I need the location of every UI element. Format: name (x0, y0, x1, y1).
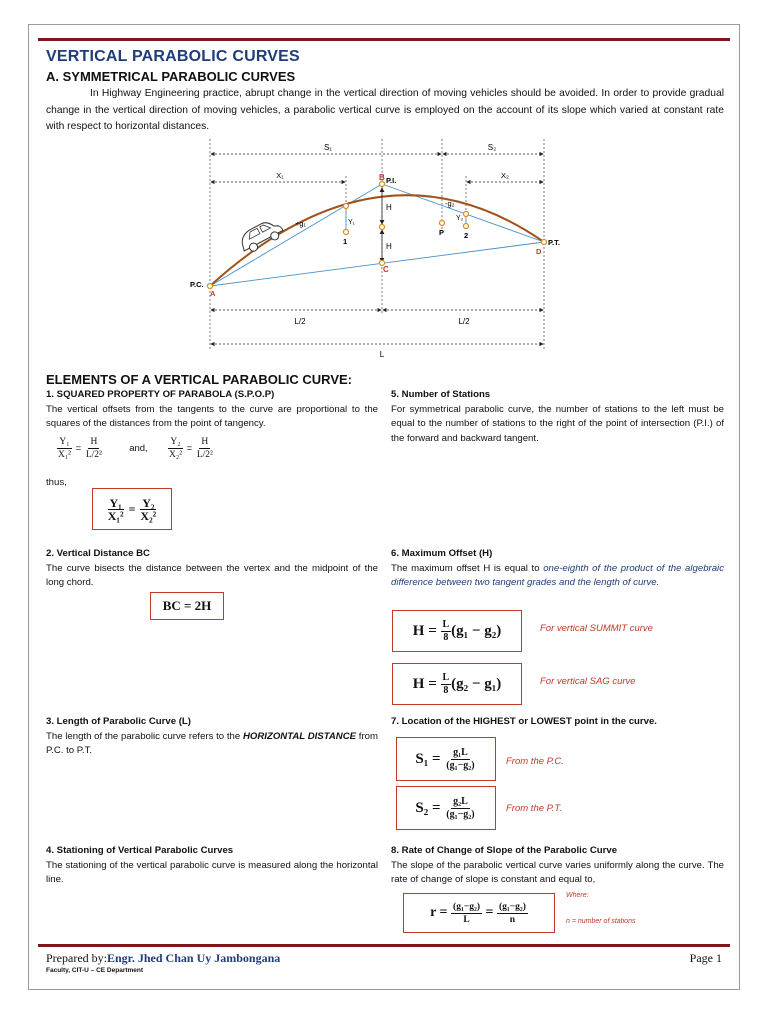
s2-label: S₂ (487, 143, 497, 152)
item-2-heading: 2. Vertical Distance BC (46, 548, 150, 559)
item-5-text: For symmetrical parabolic curve, the number of stations to the left must be equal to the number of stations to the right of the point of intersection (P.I.) of the forward and backward tangent. (391, 403, 724, 444)
point-2 (464, 224, 469, 229)
and-word: and, (129, 443, 148, 455)
label-g1: +g₁ (295, 219, 307, 228)
bottom-rule (38, 944, 730, 947)
item-5-heading: 5. Number of Stations (391, 389, 491, 400)
item-6-maximum-offset: 6. Maximum Offset (H) The maximum offset H is equal to one-eighth of the product of the algebraic difference between two tangent grades and the length of curve. (391, 548, 724, 588)
intro-paragraph: In Highway Engineering practice, abrupt change in the vertical direction of moving vehicles should be avoided. In order to provide gradual change in the vertical direction of moving vehicles, a parabolic vertical curve is employed on the account of its slope which varied at constant rate with respect to horizontal distances. (46, 88, 724, 132)
point-y2-top (464, 212, 469, 217)
top-rule (38, 38, 730, 41)
label-y2: Y₂ (456, 215, 464, 222)
s2-note: From the P.T. (506, 803, 562, 814)
h-sag-formula-box: H = $\frac{L}{8}$ (g₂ − g₁) (392, 663, 522, 705)
item-3-length: 3. Length of Parabolic Curve (L) The length of the parabolic curve refers to the HORIZONTAL DISTANCE from P.C. to P.T. (46, 716, 378, 756)
s1-note: From the P.C. (506, 756, 564, 767)
summit-note: For vertical SUMMIT curve (540, 623, 653, 634)
bc-formula-box: BC = 2H (150, 592, 224, 620)
long-chord (210, 242, 544, 286)
l-label: L (379, 350, 385, 359)
h-top-label: H (386, 203, 392, 212)
item-8-rate-of-change (391, 844, 724, 888)
page-number: Page 1 (689, 951, 722, 965)
h-summit-formula-box: H = $\frac{L}{8}$ (g₁ − g₂) (392, 610, 522, 652)
point-d (542, 240, 547, 245)
frac-h-l2-b: $\frac{H}{\text{L/2²}}$ (196, 437, 213, 460)
thus-word: thus, (46, 477, 67, 488)
s2-formula-box: S₂ = $\frac{\text{g₂L}}{\text{(g₁−g₂)}}$ (396, 786, 496, 830)
s1-label: S₁ (323, 143, 333, 152)
x1-label: X₁ (276, 171, 284, 180)
x2-label: X₂ (501, 171, 509, 180)
item-7-location (391, 715, 731, 730)
item-7-heading: 7. Location of the HIGHEST or LOWEST point in the curve. (391, 716, 657, 727)
label-c: C (383, 265, 389, 274)
point-1 (344, 230, 349, 235)
item-2-vertical-distance (46, 547, 378, 591)
s1-formula-box: S₁ = $\frac{\text{g₁L}}{\text{(g₁−g₂)}}$ (396, 737, 496, 781)
label-p: P (439, 228, 445, 237)
spop-equations: $\frac{\text{Y₁}}{\text{X₁²}}$ = $\frac{H}{\text{L/2²}}$ and, $\frac{\text{Y₂}}{\text{X₂²}}$ = $\frac{H}{\text{L/2²}}$ (58, 437, 213, 460)
item-4-stationing (46, 844, 378, 888)
item-8-text: The slope of the parabolic vertical curve varies uniformly along the curve. The rate of change of slope is constant and equal to, (391, 859, 724, 885)
point-p (440, 221, 445, 226)
point-y1-top (344, 204, 349, 209)
n-note: n = number of stations (566, 918, 636, 925)
item-8-heading: 8. Rate of Change of Slope of the Parabolic Curve (391, 845, 618, 856)
prepared-by: Prepared by:Engr. Jhed Chan Uy Jambongana (46, 951, 281, 965)
label-pc: P.C. (190, 280, 204, 289)
l-half-right-label: L/2 (458, 317, 470, 326)
document-title: VERTICAL PARABOLIC CURVES (46, 48, 300, 65)
item-6-heading: 6. Maximum Offset (H) (391, 548, 493, 559)
item-1-spop (46, 388, 378, 432)
label-2: 2 (464, 231, 469, 240)
spop-result-box: $\frac{\text{Y₁}}{\text{X₁²}}$ = $\frac{\text{Y₂}}{\text{X₂²}}$ (92, 488, 172, 530)
label-y1: Y₁ (348, 219, 356, 226)
label-g2: -g₂ (445, 199, 455, 208)
point-b (380, 182, 385, 187)
label-b: B (379, 173, 385, 182)
r-formula-box: r = $\frac{\text{(g₁−g₂)}}{L}$ = $\frac{\text{(g₁−g₂)}}{n}$ (403, 893, 555, 933)
forward-tangent (382, 184, 544, 242)
item-2-text: The curve bisects the distance between the vertex and the midpoint of the long chord. (46, 562, 378, 588)
item-5-number-of-stations (391, 388, 724, 446)
item-4-heading: 4. Stationing of Vertical Parabolic Curves (46, 845, 234, 856)
elements-heading: ELEMENTS OF A VERTICAL PARABOLIC CURVE: (46, 372, 352, 387)
department-label: Faculty, CIT-U – CE Department (46, 967, 144, 974)
label-d: D (536, 247, 542, 256)
car-icon (237, 216, 286, 255)
item-4-text: The stationing of the vertical parabolic curve is measured along the horizontal line. (46, 859, 378, 885)
where-note: Where: (566, 892, 589, 899)
back-tangent (210, 184, 382, 286)
label-1: 1 (343, 237, 348, 246)
frac-y1-x1: $\frac{\text{Y₁}}{\text{X₁²}}$ (58, 437, 72, 460)
frac-h-l2: $\frac{H}{\text{L/2²}}$ (85, 437, 102, 460)
point-a (208, 284, 213, 289)
l-half-left-label: L/2 (294, 317, 306, 326)
item-3-heading: 3. Length of Parabolic Curve (L) (46, 716, 191, 727)
author-name: Engr. Jhed Chan Uy Jambongana (106, 951, 281, 965)
vertical-curve-diagram (180, 134, 580, 364)
item-1-heading: 1. SQUARED PROPERTY OF PARABOLA (S.P.O.P) (46, 389, 275, 400)
label-pt: P.T. (548, 238, 560, 247)
frac-y2-x2: $\frac{\text{Y₂}}{\text{X₂²}}$ (168, 437, 182, 460)
point-h (380, 225, 385, 230)
section-a-title: A. SYMMETRICAL PARABOLIC CURVES (46, 69, 296, 84)
h-bottom-label: H (386, 242, 392, 251)
label-pi: P.I. (386, 176, 397, 185)
sag-note: For vertical SAG curve (540, 676, 636, 687)
label-a: A (210, 289, 216, 298)
item-1-text: The vertical offsets from the tangents to the curve are proportional to the squares of the distances from the point of tangency. (46, 403, 378, 429)
